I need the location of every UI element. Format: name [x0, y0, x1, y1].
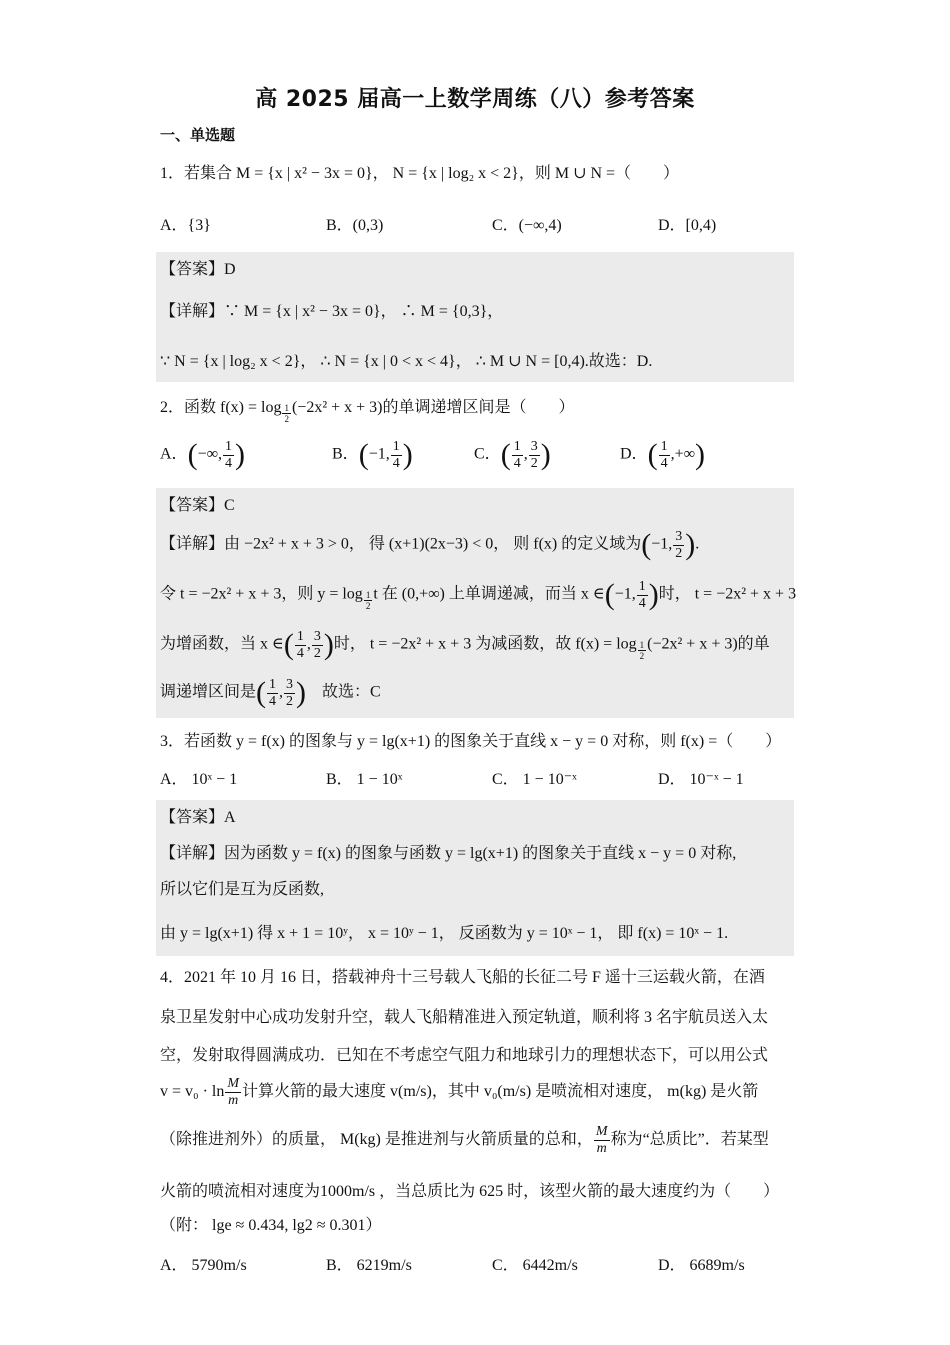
- question-4-line-4: [160, 1076, 758, 1109]
- interval-left: −1,: [651, 535, 673, 553]
- frac-den: 4: [513, 455, 521, 471]
- q2-detail-3b: 时， t = −2x² + x + 3 为减函数，故 f(x) = log: [333, 635, 637, 653]
- question-4-line-1: 4．2021 年 10 月 16 日，搭载神舟十三号载人飞船的长征二号 F 遥十三运载火箭，在酒: [160, 969, 765, 986]
- question-4-line-3: 空，发射取得圆满成功．已知在不考虑空气阻力和地球引力的理想状态下，可以用公式: [160, 1047, 769, 1064]
- q1-detail-line-2: ∵ N = {x | log₂ x < 2}， ∴ N = {x | 0 < x < 4}， ∴ M ∪ N = [0,4).故选：D.: [160, 353, 653, 370]
- q2-option-b-left: −1,: [368, 445, 390, 463]
- frac-den: 4: [638, 595, 646, 611]
- q3-option-b: B． 1 − 10ˣ: [326, 771, 403, 788]
- q2-detail-1-text: 【详解】由 −2x² + x + 3 > 0， 得 (x+1)(2x−3) < 0， 则 f(x) 的定义域为: [160, 535, 642, 553]
- formula-suffix: 计算火箭的最大速度 v(m/s)，其中 v₀(m/s) 是喷流相对速度， m(kg) 是火箭: [242, 1083, 759, 1101]
- frac-num: 1: [392, 438, 400, 454]
- q2-detail-4b: 故选：C: [306, 683, 381, 701]
- log-base-den: 2: [639, 650, 645, 661]
- frac-den: 2: [286, 693, 294, 709]
- q4-option-b: B． 6219m/s: [326, 1257, 412, 1274]
- frac-den: 2: [313, 645, 321, 661]
- q3-detail-line-1: 【详解】因为函数 y = f(x) 的图象与函数 y = lg(x+1) 的图象关于直线 x − y = 0 对称,: [160, 845, 737, 862]
- q2-detail-line-3: 为增函数，当 x ∈( $\frac{1}{4}$ , $\frac{3}{2}$ )时， t = −2x² + x + 3 为减函数，故 f(x) = log $_{\frac{1}{2}}$ (−2x² + x + 3)的单: [160, 628, 770, 661]
- q1-detail-line-1: 【详解】∵ M = {x | x² − 3x = 0}， ∴ M = {0,3}，: [160, 303, 504, 320]
- formula-prefix: v = v₀ · ln: [160, 1083, 225, 1101]
- question-3-stem: 3．若函数 y = f(x) 的图象与 y = lg(x+1) 的图象关于直线 x − y = 0 对称，则 f(x) =（ ）: [160, 733, 782, 750]
- q1-option-c: C．(−∞,4): [492, 217, 562, 234]
- q2-detail-3c: (−2x² + x + 3)的单: [647, 635, 770, 653]
- line5-suffix: 称为“总质比”．若某型: [610, 1131, 769, 1149]
- q2-option-a-label: A．: [160, 445, 188, 463]
- frac-den: m: [596, 1141, 607, 1156]
- q3-answer: 【答案】A: [160, 809, 236, 826]
- comma: ,: [523, 445, 528, 463]
- q2-stem-part-1: 2．函数 f(x) = log: [160, 399, 282, 416]
- q2-option-a: A．(−∞, $\frac{1}{4}$ ): [160, 438, 245, 471]
- line5-prefix: （除推进剂外）的质量， M(kg) 是推进剂与火箭质量的总和，: [160, 1131, 593, 1149]
- frac-num: 1: [296, 628, 304, 644]
- comma: ,: [279, 683, 284, 701]
- q2-detail-4a: 调递增区间是: [160, 683, 257, 701]
- frac-num: 3: [286, 676, 294, 692]
- q2-detail-line-1: 【详解】由 −2x² + x + 3 > 0， 得 (x+1)(2x−3) < 0， 则 f(x) 的定义域为(−1, $\frac{3}{2}$ ).: [160, 528, 700, 561]
- q1-option-a: A．{3}: [160, 217, 211, 234]
- frac-num: 3: [313, 628, 321, 644]
- frac-num: 1: [638, 578, 646, 594]
- page-title: 高 2025 届高一上数学周练（八）参考答案: [255, 87, 695, 112]
- q2-detail-line-4: 调递增区间是( $\frac{1}{4}$ , $\frac{3}{2}$ ) 故选：C: [160, 676, 381, 709]
- q2-option-a-left: −∞,: [197, 445, 222, 463]
- question-4-line-5: [160, 1124, 769, 1157]
- log-base-den: 2: [365, 600, 371, 611]
- q2-answer: 【答案】C: [160, 497, 235, 514]
- q1-option-b: B．(0,3): [326, 217, 384, 234]
- q3-detail-line-3: 由 y = lg(x+1) 得 x + 1 = 10ʸ， x = 10ʸ − 1， 反函数为 y = 10ˣ − 1， 即 f(x) = 10ˣ − 1.: [160, 925, 729, 942]
- question-2-stem: [160, 394, 575, 424]
- question-4-line-6: 火箭的喷流相对速度为1000m/s ，当总质比为 625 时，该型火箭的最大速度约为（ ）: [160, 1183, 780, 1200]
- frac-den: 4: [392, 455, 400, 471]
- q4-option-c: C． 6442m/s: [492, 1257, 578, 1274]
- q2-option-c: C．( $\frac{1}{4}$ , $\frac{3}{2}$ ): [474, 438, 551, 471]
- q1-option-d: D．[0,4): [658, 217, 717, 234]
- frac-den: 2: [530, 455, 538, 471]
- q3-detail-line-2: 所以它们是互为反函数,: [160, 881, 325, 898]
- q2-stem-part-2: (−2x² + x + 3)的单调递增区间是（ ）: [291, 399, 575, 416]
- log-base-num: 1: [284, 403, 289, 414]
- frac-num: 1: [269, 676, 277, 692]
- q2-detail-line-2: 令 t = −2x² + x + 3，则 y = log $_{\frac{1}{2}}$ t 在 (0,+∞) 上单调递减，而当 x ∈(−1, $\frac{1}{4}$ )时， t = −2x² + x + 3: [160, 578, 797, 611]
- frac-num: 3: [530, 438, 538, 454]
- q2-detail-3a: 为增函数，当 x ∈: [160, 635, 284, 653]
- q4-option-a: A． 5790m/s: [160, 1257, 247, 1274]
- q2-option-d-right: ,+∞: [670, 445, 695, 463]
- comma: ,: [306, 635, 311, 653]
- frac-num: 1: [660, 438, 668, 454]
- interval-left: −1,: [614, 585, 636, 603]
- q3-option-a: A． 10ˣ − 1: [160, 771, 238, 788]
- q2-option-d-label: D．: [620, 445, 648, 463]
- frac-num: 1: [513, 438, 521, 454]
- frac-den: 2: [675, 545, 683, 561]
- question-1-stem: 1．若集合 M = {x | x² − 3x = 0}， N = {x | log₂ x < 2}，则 M ∪ N =（ ）: [160, 165, 680, 182]
- log-base-num: 1: [365, 589, 371, 600]
- log-base-num: 1: [639, 639, 645, 650]
- frac-num: 1: [225, 438, 232, 454]
- frac-den: 4: [269, 693, 277, 709]
- q4-option-d: D． 6689m/s: [658, 1257, 745, 1274]
- frac-den: m: [228, 1093, 239, 1108]
- q2-detail-2b: t 在 (0,+∞) 上单调递减，而当 x ∈: [373, 585, 605, 603]
- q2-option-d: D．( $\frac{1}{4}$ ,+∞): [620, 438, 705, 471]
- q3-option-c: C． 1 − 10⁻ˣ: [492, 771, 577, 788]
- q2-option-b-label: B．: [332, 445, 359, 463]
- frac-den: 4: [660, 455, 668, 471]
- question-4-line-2: 泉卫星发射中心成功发射升空，载人飞船精准进入预定轨道，顺利将 3 名宇航员送入太: [160, 1009, 769, 1026]
- q2-option-b: B．(−1, $\frac{1}{4}$ ): [332, 438, 413, 471]
- log-base-den: 2: [284, 414, 289, 425]
- section-heading: 一、单选题: [160, 126, 236, 144]
- q2-option-c-label: C．: [474, 445, 501, 463]
- q2-detail-2c: 时， t = −2x² + x + 3: [658, 585, 797, 603]
- frac-num: M: [227, 1076, 240, 1091]
- frac-den: 4: [225, 455, 232, 471]
- frac-den: 4: [296, 645, 304, 661]
- question-4-line-7: （附： lge ≈ 0.434, lg2 ≈ 0.301）: [160, 1217, 382, 1234]
- frac-num: M: [595, 1124, 608, 1139]
- q3-option-d: D． 10⁻ˣ − 1: [658, 771, 744, 788]
- frac-num: 3: [675, 528, 683, 544]
- q1-answer: 【答案】D: [160, 261, 236, 278]
- q2-detail-2a: 令 t = −2x² + x + 3，则 y = log: [160, 585, 363, 603]
